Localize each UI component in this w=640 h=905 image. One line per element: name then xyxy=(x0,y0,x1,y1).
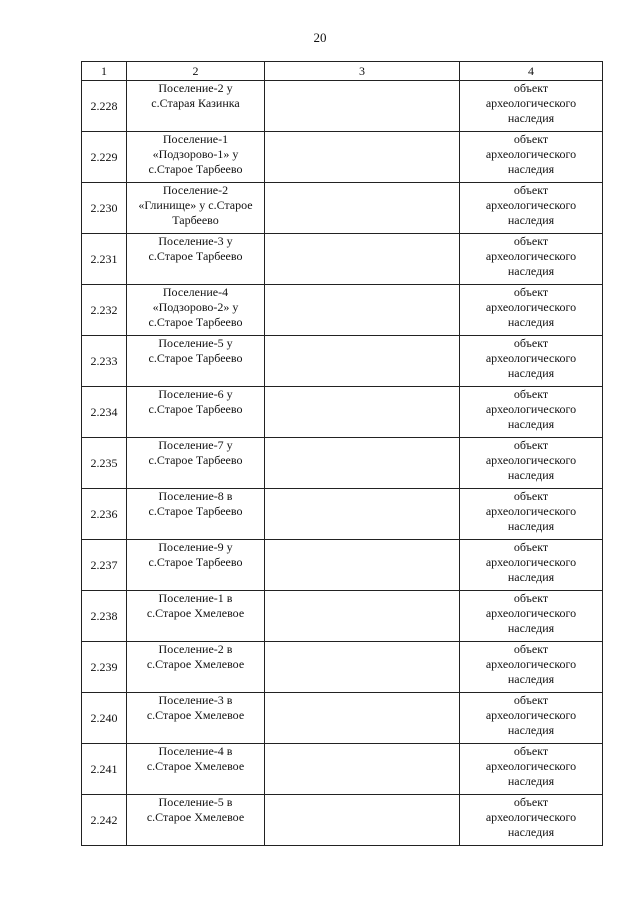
table-row xyxy=(82,795,603,846)
category-cell xyxy=(460,438,603,489)
site-name-cell xyxy=(127,693,265,744)
category-line: наследия xyxy=(507,315,555,329)
table-row xyxy=(82,387,603,438)
empty-cell xyxy=(265,234,460,285)
table-row xyxy=(82,132,603,183)
category-cell xyxy=(460,591,603,642)
category-line: объект xyxy=(513,81,549,95)
site-name-line: Поселение-5 в xyxy=(158,795,233,809)
empty-cell xyxy=(265,81,460,132)
category-line: археологического xyxy=(485,810,577,824)
category-line: объект xyxy=(513,387,549,401)
site-name-line: с.Старое Хмелевое xyxy=(146,708,245,722)
category-line: археологического xyxy=(485,300,577,314)
empty-cell xyxy=(265,744,460,795)
category-line: объект xyxy=(513,234,549,248)
category-line: археологического xyxy=(485,759,577,773)
table-row xyxy=(82,285,603,336)
category-line: археологического xyxy=(485,555,577,569)
row-number: 2.230 xyxy=(82,183,127,234)
category-cell xyxy=(460,540,603,591)
header-col-2: 2 xyxy=(127,62,265,81)
site-name-line: с.Старое Тарбеево xyxy=(148,351,243,365)
empty-cell xyxy=(265,132,460,183)
site-name-cell xyxy=(127,744,265,795)
empty-cell xyxy=(265,591,460,642)
empty-cell xyxy=(265,795,460,846)
site-name-line: с.Старая Казинка xyxy=(151,96,240,110)
row-number: 2.229 xyxy=(82,132,127,183)
category-line: археологического xyxy=(485,402,577,416)
site-name-line: «Глинище» у с.Старое xyxy=(138,198,253,212)
site-name-line: Поселение-1 в xyxy=(158,591,233,605)
category-cell xyxy=(460,387,603,438)
category-line: наследия xyxy=(507,621,555,635)
table-body xyxy=(82,81,603,846)
site-name-cell xyxy=(127,234,265,285)
category-line: объект xyxy=(513,591,549,605)
category-cell xyxy=(460,744,603,795)
category-line: наследия xyxy=(507,672,555,686)
row-number: 2.237 xyxy=(82,540,127,591)
site-name-line: «Подзорово-2» у xyxy=(152,300,239,314)
header-col-3: 3 xyxy=(265,62,460,81)
site-name-line: Поселение-9 у xyxy=(158,540,233,554)
table-row xyxy=(82,81,603,132)
site-name-cell xyxy=(127,591,265,642)
site-name-line: с.Старое Хмелевое xyxy=(146,759,245,773)
row-number: 2.234 xyxy=(82,387,127,438)
category-cell xyxy=(460,81,603,132)
row-number: 2.238 xyxy=(82,591,127,642)
site-name-line: Поселение-8 в xyxy=(158,489,233,503)
category-cell xyxy=(460,693,603,744)
site-name-line: с.Старое Тарбеево xyxy=(148,504,243,518)
category-line: археологического xyxy=(485,198,577,212)
site-name-cell xyxy=(127,540,265,591)
site-name-line: с.Старое Тарбеево xyxy=(148,249,243,263)
category-line: объект xyxy=(513,132,549,146)
empty-cell xyxy=(265,489,460,540)
site-name-line: «Подзорово-1» у xyxy=(152,147,239,161)
category-line: объект xyxy=(513,489,549,503)
site-name-cell xyxy=(127,132,265,183)
empty-cell xyxy=(265,693,460,744)
table-row xyxy=(82,489,603,540)
site-name-line: Поселение-2 у xyxy=(158,81,233,95)
category-line: археологического xyxy=(485,96,577,110)
category-line: объект xyxy=(513,183,549,197)
site-name-line: Поселение-5 у xyxy=(158,336,233,350)
empty-cell xyxy=(265,438,460,489)
category-line: объект xyxy=(513,744,549,758)
site-name-line: с.Старое Тарбеево xyxy=(148,402,243,416)
row-number: 2.236 xyxy=(82,489,127,540)
site-name-line: Поселение-7 у xyxy=(158,438,233,452)
row-number: 2.235 xyxy=(82,438,127,489)
category-cell xyxy=(460,183,603,234)
table-row xyxy=(82,642,603,693)
category-line: археологического xyxy=(485,657,577,671)
category-line: археологического xyxy=(485,453,577,467)
row-number: 2.239 xyxy=(82,642,127,693)
header-col-1: 1 xyxy=(82,62,127,81)
row-number: 2.231 xyxy=(82,234,127,285)
category-line: наследия xyxy=(507,264,555,278)
category-line: наследия xyxy=(507,519,555,533)
empty-cell xyxy=(265,642,460,693)
site-name-line: с.Старое Тарбеево xyxy=(148,555,243,569)
category-cell xyxy=(460,642,603,693)
site-name-line: Поселение-4 xyxy=(162,285,229,299)
category-line: археологического xyxy=(485,249,577,263)
table-row xyxy=(82,693,603,744)
empty-cell xyxy=(265,183,460,234)
category-line: археологического xyxy=(485,147,577,161)
category-line: объект xyxy=(513,795,549,809)
category-cell xyxy=(460,132,603,183)
category-line: археологического xyxy=(485,351,577,365)
empty-cell xyxy=(265,336,460,387)
site-name-line: Поселение-3 у xyxy=(158,234,233,248)
site-name-line: Поселение-2 в xyxy=(158,642,233,656)
category-line: наследия xyxy=(507,213,555,227)
category-line: наследия xyxy=(507,417,555,431)
site-name-cell xyxy=(127,795,265,846)
site-name-line: Поселение-4 в xyxy=(158,744,233,758)
site-name-cell xyxy=(127,81,265,132)
table-row xyxy=(82,183,603,234)
category-line: наследия xyxy=(507,723,555,737)
site-name-cell xyxy=(127,438,265,489)
table-row xyxy=(82,540,603,591)
site-name-line: с.Старое Тарбеево xyxy=(148,453,243,467)
category-line: объект xyxy=(513,693,549,707)
page-number: 20 xyxy=(313,30,327,45)
category-cell xyxy=(460,285,603,336)
site-name-line: Поселение-1 xyxy=(162,132,229,146)
table-row xyxy=(82,234,603,285)
empty-cell xyxy=(265,285,460,336)
table-row xyxy=(82,744,603,795)
category-line: объект xyxy=(513,642,549,656)
empty-cell xyxy=(265,387,460,438)
site-name-cell xyxy=(127,489,265,540)
category-cell xyxy=(460,489,603,540)
category-line: наследия xyxy=(507,570,555,584)
category-line: археологического xyxy=(485,606,577,620)
category-cell xyxy=(460,795,603,846)
category-line: объект xyxy=(513,540,549,554)
category-line: объект xyxy=(513,285,549,299)
table-row xyxy=(82,336,603,387)
site-name-cell xyxy=(127,387,265,438)
site-name-cell xyxy=(127,642,265,693)
heritage-registry-table xyxy=(81,61,603,846)
category-line: объект xyxy=(513,336,549,350)
category-line: наследия xyxy=(507,162,555,176)
category-cell xyxy=(460,336,603,387)
row-number: 2.242 xyxy=(82,795,127,846)
category-line: наследия xyxy=(507,111,555,125)
row-number: 2.233 xyxy=(82,336,127,387)
row-number: 2.232 xyxy=(82,285,127,336)
category-cell xyxy=(460,234,603,285)
category-line: наследия xyxy=(507,825,555,839)
table-row xyxy=(82,438,603,489)
category-line: археологического xyxy=(485,504,577,518)
row-number: 2.228 xyxy=(82,81,127,132)
site-name-line: с.Старое Хмелевое xyxy=(146,606,245,620)
category-line: археологического xyxy=(485,708,577,722)
site-name-cell xyxy=(127,285,265,336)
row-number: 2.241 xyxy=(82,744,127,795)
table-header-row xyxy=(82,62,603,81)
site-name-line: Тарбеево xyxy=(172,213,219,227)
header-col-4: 4 xyxy=(460,62,603,81)
site-name-line: с.Старое Хмелевое xyxy=(146,657,245,671)
site-name-line: с.Старое Тарбеево xyxy=(148,162,243,176)
site-name-line: с.Старое Хмелевое xyxy=(146,810,245,824)
site-name-line: с.Старое Тарбеево xyxy=(148,315,243,329)
category-line: объект xyxy=(513,438,549,452)
category-line: наследия xyxy=(507,468,555,482)
table-row xyxy=(82,591,603,642)
site-name-cell xyxy=(127,183,265,234)
category-line: наследия xyxy=(507,366,555,380)
empty-cell xyxy=(265,540,460,591)
site-name-line: Поселение-2 xyxy=(162,183,229,197)
site-name-cell xyxy=(127,336,265,387)
row-number: 2.240 xyxy=(82,693,127,744)
site-name-line: Поселение-3 в xyxy=(158,693,233,707)
category-line: наследия xyxy=(507,774,555,788)
site-name-line: Поселение-6 у xyxy=(158,387,233,401)
